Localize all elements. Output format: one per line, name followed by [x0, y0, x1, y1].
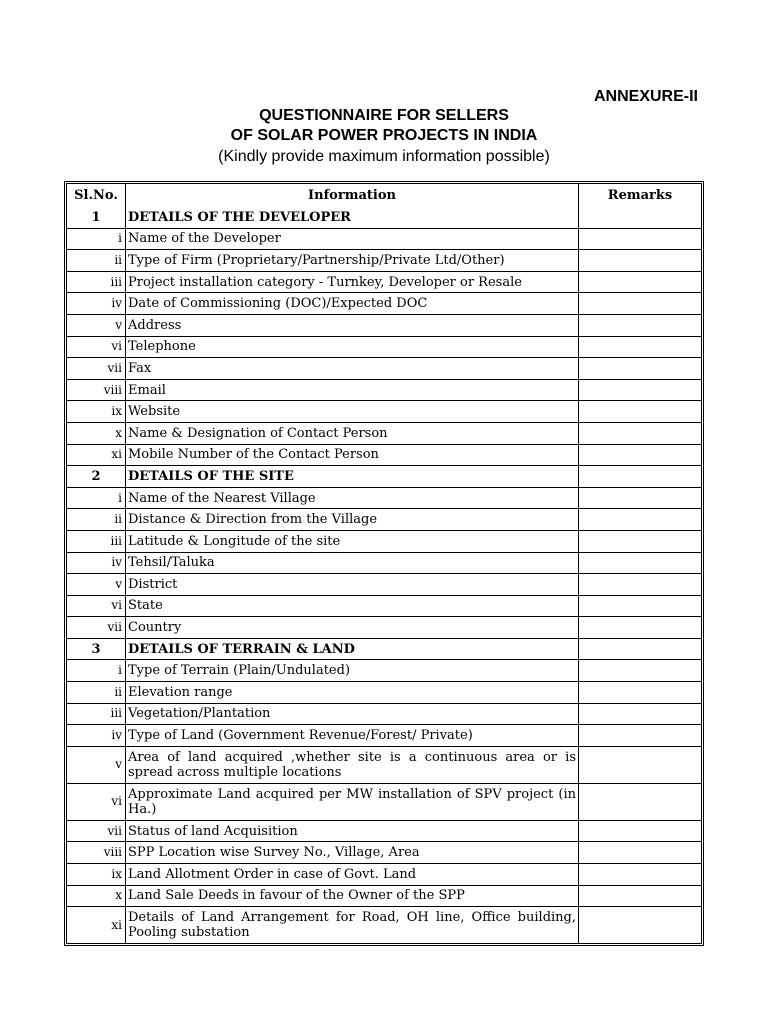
row-number: 2 [67, 466, 126, 488]
remarks-cell[interactable] [579, 509, 701, 531]
title-line-1: QUESTIONNAIRE FOR SELLERS [259, 107, 509, 124]
remarks-cell[interactable] [579, 574, 701, 596]
document-title-block [0, 106, 768, 168]
information-text: Date of Commissioning (DOC)/Expected DOC [126, 293, 579, 315]
table-row [67, 725, 701, 747]
table-row [67, 509, 701, 531]
row-number: i [67, 229, 126, 251]
header-sl-no: Sl.No. [67, 184, 126, 207]
row-number: vi [67, 337, 126, 359]
remarks-cell[interactable] [579, 553, 701, 575]
row-number: xi [67, 445, 126, 467]
row-number: viii [67, 380, 126, 402]
row-number: vii [67, 821, 126, 843]
table-row [67, 660, 701, 682]
row-number: vii [67, 358, 126, 380]
remarks-cell[interactable] [579, 784, 701, 821]
header-remarks: Remarks [607, 188, 673, 203]
table-row [67, 821, 701, 843]
row-number: v [67, 574, 126, 596]
section-row [67, 466, 701, 488]
information-text: Website [126, 401, 579, 423]
remarks-cell[interactable] [579, 272, 701, 294]
information-text: Name & Designation of Contact Person [126, 423, 579, 445]
information-text: Address [126, 315, 579, 337]
row-number: ix [67, 864, 126, 886]
table-row [67, 704, 701, 726]
table-body [67, 207, 701, 943]
row-number: iv [67, 293, 126, 315]
table-row [67, 907, 701, 943]
information-text: Email [126, 380, 579, 402]
questionnaire-table [64, 181, 704, 946]
row-number: xi [67, 907, 126, 943]
row-number: i [67, 660, 126, 682]
table-header-row [67, 184, 701, 207]
table-row [67, 886, 701, 908]
remarks-cell[interactable] [579, 229, 701, 251]
information-text: Telephone [126, 337, 579, 359]
information-text: District [126, 574, 579, 596]
header-information: Information [126, 184, 579, 207]
remarks-cell[interactable] [579, 337, 701, 359]
table-row [67, 358, 701, 380]
title-line-2: OF SOLAR POWER PROJECTS IN INDIA [230, 127, 538, 144]
section-row [67, 207, 701, 229]
information-text: Name of the Nearest Village [126, 488, 579, 510]
table-row [67, 488, 701, 510]
table-row [67, 864, 701, 886]
remarks-cell[interactable] [579, 907, 701, 943]
remarks-cell[interactable] [579, 864, 701, 886]
section-title: DETAILS OF THE SITE [126, 466, 579, 488]
remarks-cell[interactable] [579, 660, 701, 682]
table-row [67, 445, 701, 467]
table-row [67, 293, 701, 315]
information-text: Tehsil/Taluka [126, 553, 579, 575]
information-text: Vegetation/Plantation [126, 704, 579, 726]
information-text: Status of land Acquisition [126, 821, 579, 843]
remarks-cell[interactable] [579, 250, 701, 272]
information-text: Land Sale Deeds in favour of the Owner of the SPP [126, 886, 579, 908]
remarks-cell[interactable] [579, 821, 701, 843]
information-text: Elevation range [126, 682, 579, 704]
table-row [67, 784, 701, 821]
remarks-cell[interactable] [579, 315, 701, 337]
row-number: v [67, 747, 126, 784]
information-text: Country [126, 617, 579, 639]
row-number: ix [67, 401, 126, 423]
information-text: Details of Land Arrangement for Road, OH line, Office building, Pooling substation [126, 907, 579, 943]
remarks-cell[interactable] [579, 293, 701, 315]
information-text: Land Allotment Order in case of Govt. Land [126, 864, 579, 886]
remarks-cell[interactable] [579, 682, 701, 704]
information-text: Latitude & Longitude of the site [126, 531, 579, 553]
information-text: Project installation category - Turnkey, Developer or Resale [126, 272, 579, 294]
table-row [67, 315, 701, 337]
row-number: ii [67, 250, 126, 272]
remarks-cell[interactable] [579, 596, 701, 618]
subtitle: (Kindly provide maximum information possible) [218, 148, 550, 165]
table-row [67, 272, 701, 294]
table-row [67, 250, 701, 272]
remarks-cell[interactable] [579, 488, 701, 510]
information-text: Type of Firm (Proprietary/Partnership/Private Ltd/Other) [126, 250, 579, 272]
table-row [67, 747, 701, 784]
remarks-cell[interactable] [579, 445, 701, 467]
row-number: iv [67, 725, 126, 747]
table-row [67, 229, 701, 251]
row-number: iii [67, 704, 126, 726]
table-row [67, 423, 701, 445]
remarks-cell[interactable] [579, 207, 701, 229]
table-row [67, 337, 701, 359]
table-row [67, 380, 701, 402]
remarks-cell[interactable] [579, 358, 701, 380]
information-text: State [126, 596, 579, 618]
remarks-cell[interactable] [579, 423, 701, 445]
row-number: viii [67, 842, 126, 864]
remarks-cell[interactable] [579, 617, 701, 639]
remarks-cell[interactable] [579, 725, 701, 747]
section-title: DETAILS OF TERRAIN & LAND [126, 639, 579, 661]
remarks-cell[interactable] [579, 401, 701, 423]
information-text: Approximate Land acquired per MW installation of SPV project (in Ha.) [126, 784, 579, 821]
row-number: ii [67, 682, 126, 704]
remarks-cell[interactable] [579, 842, 701, 864]
row-number: vi [67, 784, 126, 821]
section-row [67, 639, 701, 661]
table-row [67, 617, 701, 639]
information-text: SPP Location wise Survey No., Village, Area [126, 842, 579, 864]
table-row [67, 596, 701, 618]
information-text: Distance & Direction from the Village [126, 509, 579, 531]
remarks-cell[interactable] [579, 466, 701, 488]
remarks-cell[interactable] [579, 380, 701, 402]
remarks-cell[interactable] [579, 704, 701, 726]
information-text: Name of the Developer [126, 229, 579, 251]
information-text: Area of land acquired ,whether site is a continuous area or is spread across multiple locations [126, 747, 579, 784]
remarks-cell[interactable] [579, 747, 701, 784]
annexure-label: ANNEXURE-II [593, 88, 698, 105]
information-text: Type of Terrain (Plain/Undulated) [126, 660, 579, 682]
row-number: iv [67, 553, 126, 575]
row-number: iii [67, 272, 126, 294]
row-number: vii [67, 617, 126, 639]
row-number: vi [67, 596, 126, 618]
row-number: 1 [67, 207, 126, 229]
table-row [67, 531, 701, 553]
table-row [67, 553, 701, 575]
remarks-cell[interactable] [579, 639, 701, 661]
table-row [67, 574, 701, 596]
remarks-cell[interactable] [579, 531, 701, 553]
information-text: Fax [126, 358, 579, 380]
table-row [67, 682, 701, 704]
row-number: ii [67, 509, 126, 531]
row-number: x [67, 423, 126, 445]
row-number: iii [67, 531, 126, 553]
table-row [67, 401, 701, 423]
row-number: v [67, 315, 126, 337]
row-number: 3 [67, 639, 126, 661]
row-number: x [67, 886, 126, 908]
row-number: i [67, 488, 126, 510]
information-text: Type of Land (Government Revenue/Forest/ Private) [126, 725, 579, 747]
table-row [67, 842, 701, 864]
remarks-cell[interactable] [579, 886, 701, 908]
section-title: DETAILS OF THE DEVELOPER [126, 207, 579, 229]
information-text: Mobile Number of the Contact Person [126, 445, 579, 467]
